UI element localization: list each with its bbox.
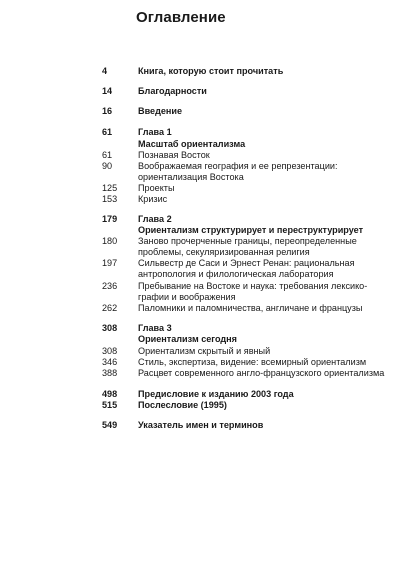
toc-entry-title: Масштаб ориентализма <box>138 139 246 149</box>
toc-entry-title: Сильвестр де Саси и Эрнест Ренан: рациональная <box>138 258 355 268</box>
toc-entry-title: Расцвет современного англо-французского ориентализма <box>138 368 385 378</box>
toc-entry-title: Кризис <box>138 194 168 204</box>
toc-entry-title: антропология и филологическая лаборатория <box>138 269 334 279</box>
toc-entry-title: Паломники и паломничества, англичане и французы <box>138 303 363 313</box>
toc-page-number: 388 <box>102 368 118 378</box>
toc-page-number: 308 <box>102 346 118 356</box>
toc-entry-title: Послесловие (1995) <box>138 400 227 410</box>
toc-entry-title: Введение <box>138 106 183 116</box>
toc-entry-title: проблемы, секуляризированная религия <box>138 247 310 257</box>
toc-page-number: 4 <box>102 66 108 76</box>
toc-page-number: 498 <box>102 389 118 399</box>
toc-entry-title: Книга, которую стоит прочитать <box>138 66 284 76</box>
toc-entry-title: Ориентализм структурирует и переструктурирует <box>138 225 364 235</box>
toc-page-number: 61 <box>102 127 113 137</box>
toc-page-number: 16 <box>102 106 113 116</box>
toc-entry-title: Глава 2 <box>138 214 172 224</box>
toc-entry-title: Глава 3 <box>138 323 172 333</box>
toc-entry-title: Познавая Восток <box>138 150 210 160</box>
toc-entry-title: Стиль, экспертиза, видение: всемирный ориентализм <box>138 357 367 367</box>
toc-entry-title: Ориентализм скрытый и явный <box>138 346 271 356</box>
toc-entry-title: Заново прочерченные границы, переопределенные <box>138 236 357 246</box>
toc-page-number: 549 <box>102 420 118 430</box>
toc-page-number: 236 <box>102 281 118 291</box>
toc-entry-title: Ориентализм сегодня <box>138 334 237 344</box>
toc-page-number: 308 <box>102 323 118 333</box>
toc-page-number: 153 <box>102 194 118 204</box>
toc-page-number: 346 <box>102 357 118 367</box>
toc-page-number: 262 <box>102 303 118 313</box>
toc-page-number: 179 <box>102 214 118 224</box>
toc-entry-title: ориентализация Востока <box>138 172 244 182</box>
toc-entry-title: графии и воображения <box>138 292 236 302</box>
toc-page-number: 180 <box>102 236 118 246</box>
toc-entry-title: Указатель имен и терминов <box>138 420 264 430</box>
toc-page-number: 125 <box>102 183 118 193</box>
toc-page-number: 197 <box>102 258 118 268</box>
toc-entry-title: Благодарности <box>138 86 207 96</box>
toc-page-number: 90 <box>102 161 113 171</box>
toc-page-number: 14 <box>102 86 113 96</box>
toc-entry-title: Глава 1 <box>138 127 172 137</box>
toc-entry-title: Предисловие к изданию 2003 года <box>138 389 294 399</box>
toc-page-number: 515 <box>102 400 118 410</box>
page-title: Оглавление <box>136 9 226 26</box>
toc-entry-title: Воображаемая география и ее репрезентации: <box>138 161 338 171</box>
toc-entry-title: Проекты <box>138 183 175 193</box>
toc-entry-title: Пребывание на Востоке и наука: требования лексико- <box>138 281 368 291</box>
toc-page-number: 61 <box>102 150 113 160</box>
